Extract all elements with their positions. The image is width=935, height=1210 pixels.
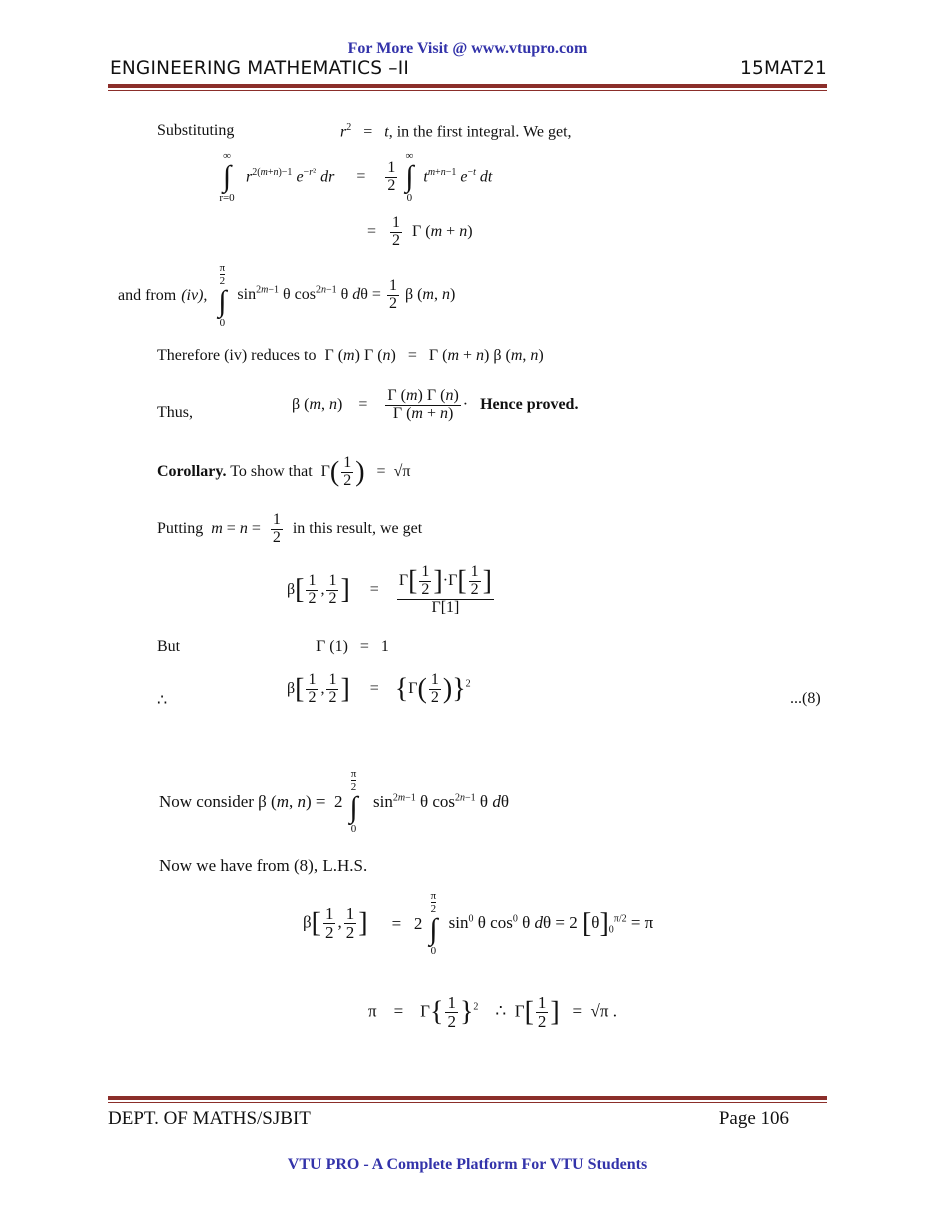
- and-from-iv-line: and from (iv), π 2 ∫ 0 $\sin^{2m-1} \theta$ $\cos^{2n-1} \theta$ dθ = $\frac{1}{2}$ β (m, n): [118, 262, 456, 329]
- corollary-label: Corollary.: [157, 462, 227, 480]
- equation-eight: β[ $\frac{1}{2}$ , $\frac{1}{2}$ ] = {Γ( $\frac{1}{2}$ )}$^2$: [287, 671, 471, 706]
- footer-rule-thick: [108, 1096, 827, 1100]
- first-integral-text: in the first integral. We get,: [396, 123, 572, 141]
- to-show-that-text: To show that: [230, 462, 313, 480]
- but-text: But: [157, 638, 181, 655]
- lhs-evaluation: β[ $\frac{1}{2}$ , $\frac{1}{2}$ ] = 2 π 2 ∫ 0 $\sin^0 \theta$ $\cos^0 \theta$ dθ = 2 $[\theta]_0^{\pi/2} = \pi$: [303, 890, 654, 957]
- and-from-text: and from: [118, 286, 177, 304]
- substituting-text: Substituting: [157, 122, 235, 139]
- document-title: ENGINEERING MATHEMATICS –II: [110, 58, 410, 79]
- equation-tag-8: ...(8): [790, 690, 821, 707]
- therefore-line: Therefore (iv) reduces to Γ (m) Γ (n) = Γ (m + n) β (m, n): [157, 347, 544, 364]
- integral-r-equation: ∞ ∫ r=0 $r^{2(m+n)-1}$ $e^{-r^2}$ dr = $\frac{1}{2}$ ∞ ∫ 0 $t^{m+n-1}$ $e^{-t}$ dt: [219, 150, 493, 204]
- beta-half-half-fraction: β[ $\frac{1}{2}$ , $\frac{1}{2}$ ] = Γ[ $\frac{1}{2}$ ]·Γ[ $\frac{1}{2}$ ] Γ[1]: [287, 563, 492, 616]
- now-we-have-text: Now we have from (8), L.H.S.: [159, 856, 368, 875]
- putting-text: Putting: [157, 519, 204, 537]
- department-label: DEPT. OF MATHS/SJBIT: [108, 1108, 311, 1129]
- now-consider-text: Now consider: [159, 791, 254, 811]
- substituting-line: [157, 122, 234, 140]
- beta-gamma-relation: β (m, n) = $\frac{\Gamma (m) \Gamma (n)}{\Gamma (m + n)}$ · Hence proved.: [292, 387, 579, 422]
- bottom-platform-link[interactable]: VTU PRO - A Complete Platform For VTU Students: [287, 1156, 648, 1173]
- gamma-one-equation: Γ (1) = 1: [316, 638, 389, 655]
- footer-rule-thin: [108, 1102, 827, 1103]
- gamma-m-plus-n: = $\frac{1}{2}$ Γ (m + n): [367, 214, 473, 249]
- header-rule-thin: [108, 90, 827, 91]
- course-code: 15MAT21: [740, 58, 827, 79]
- header-rule-thick: [108, 84, 827, 88]
- therefore-text: Therefore (iv) reduces to: [157, 347, 317, 364]
- thus-text: Thus,: [157, 404, 193, 421]
- corollary-line: Corollary. To show that Γ( $\frac{1}{2}$ ) = √π: [157, 454, 411, 489]
- in-this-result-text: in this result, we get: [292, 519, 423, 537]
- substitution-equation: $r^2 = t$, in the first integral. We get,: [340, 122, 572, 141]
- therefore-symbol: ∴: [157, 692, 168, 709]
- final-result: π = Γ{ $\frac{1}{2}$ }$^2$ ∴ Γ[ $\frac{1}{2}$ ] = √π .: [368, 993, 617, 1031]
- hence-proved-text: Hence proved.: [480, 395, 579, 413]
- top-website-link[interactable]: For More Visit @ www.vtupro.com: [347, 40, 588, 57]
- putting-line: Putting m = n = $\frac{1}{2}$ in this result, we get: [157, 511, 423, 546]
- iv-label: (iv),: [181, 286, 208, 304]
- page-number: Page 106: [718, 1108, 789, 1129]
- now-consider-line: Now consider β (m, n) = 2 π 2 ∫ 0 $\sin^{2m-1} \theta$ $\cos^{2n-1} \theta$ dθ: [159, 768, 509, 835]
